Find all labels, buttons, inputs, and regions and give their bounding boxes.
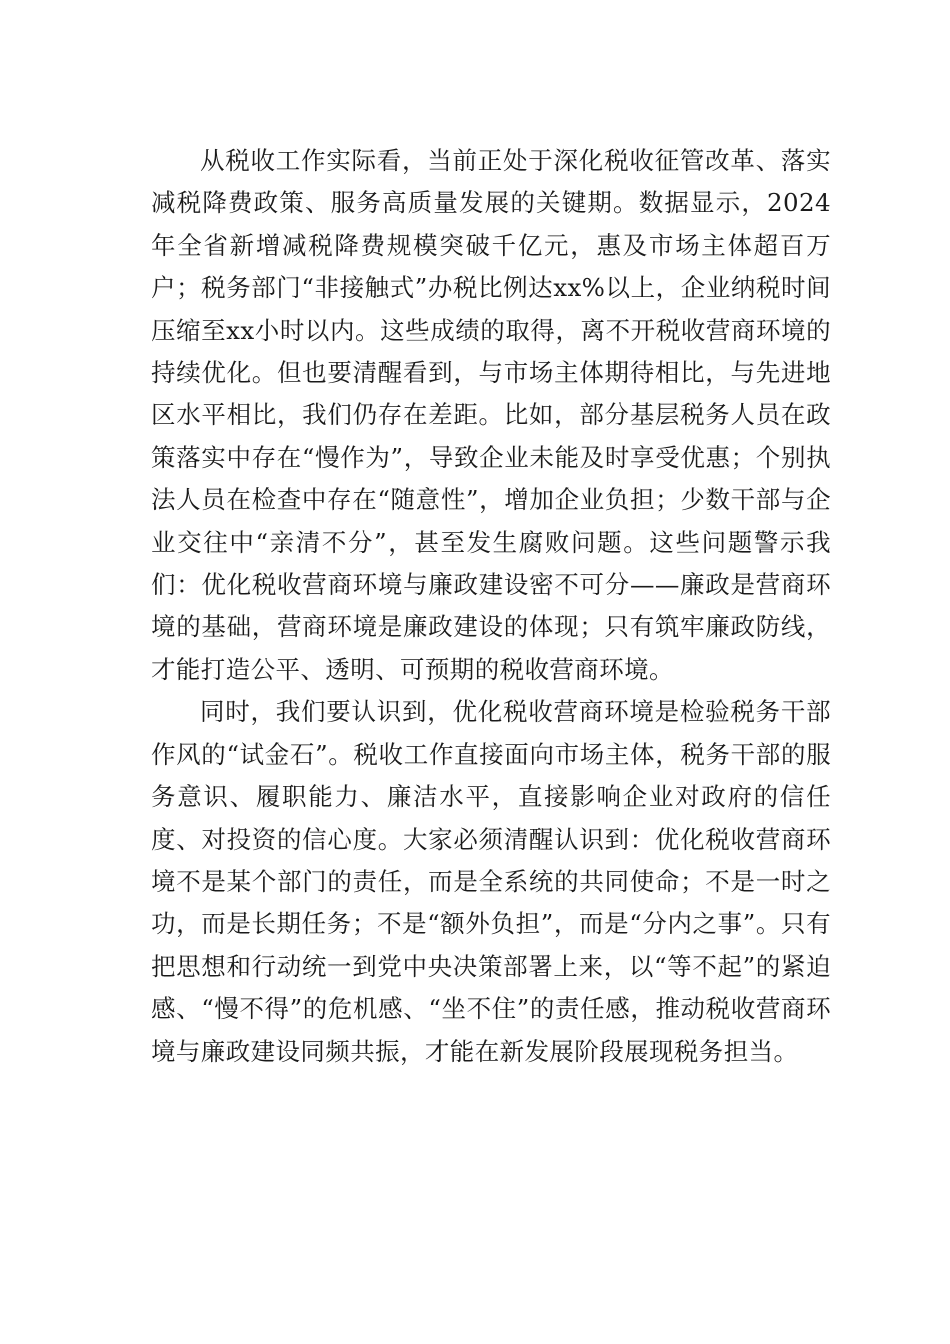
body-text [151, 140, 831, 1073]
paragraph-1: 从税收工作实际看，当前正处于深化税收征管改革、落实减税降费政策、服务高质量发展的关键期。数据显示，2024年全省新增减税降费规模突破千亿元，惠及市场主体超百万户；税务部门“非接触式”办税比例达xx%以上，企业纳税时间压缩至xx小时以内。这些成绩的取得，离不开税收营商环境的持续优化。但也要清醒看到，与市场主体期待相比，与先进地区水平相比，我们仍存在差距。比如，部分基层税务人员在政策落实中存在“慢作为”，导致企业未能及时享受优惠；个别执法人员在检查中存在“随意性”，增加企业负担；少数干部与企业交往中“亲清不分”，甚至发生腐败问题。这些问题警示我们：优化税收营商环境与廉政建设密不可分——廉政是营商环境的基础，营商环境是廉政建设的体现；只有筑牢廉政防线，才能打造公平、透明、可预期的税收营商环境。 [151, 146, 831, 684]
paragraph-2: 同时，我们要认识到，优化税收营商环境是检验税务干部作风的“试金石”。税收工作直接面向市场主体，税务干部的服务意识、履职能力、廉洁水平，直接影响企业对政府的信任度、对投资的信心度。大家必须清醒认识到：优化税收营商环境不是某个部门的责任，而是全系统的共同使命；不是一时之功，而是长期任务；不是“额外负担”，而是“分内之事”。只有把思想和行动统一到党中央决策部署上来，以“等不起”的紧迫感、“慢不得”的危机感、“坐不住”的责任感，推动税收营商环境与廉政建设同频共振，才能在新发展阶段展现税务担当。 [151, 697, 831, 1066]
